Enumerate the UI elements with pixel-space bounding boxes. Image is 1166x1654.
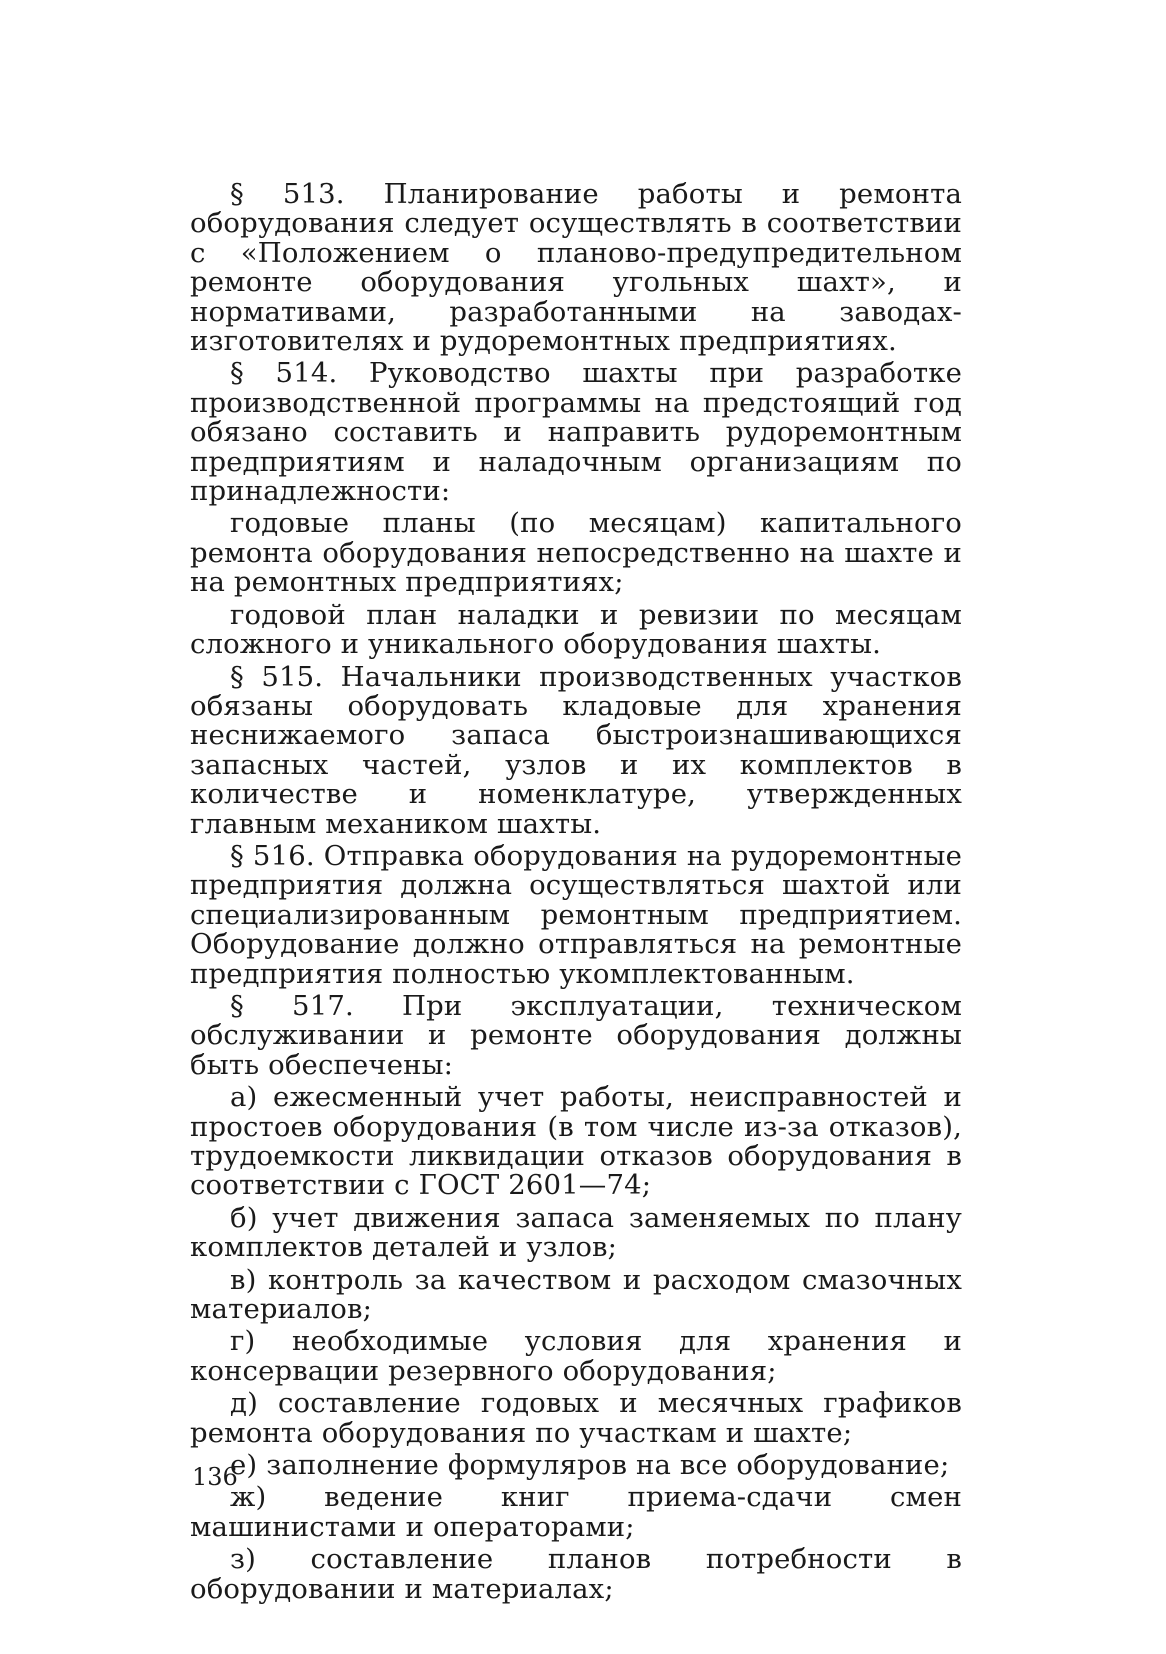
paragraph-515: § 515. Начальники производственных участков обязаны оборудовать кладовые для хранения неснижаемого запаса быстроизнашивающихся запасных частей, узлов и их комплектов в количестве и номенклатуре, утвержденных главным механиком шахты. (190, 660, 962, 840)
list-item-a: а) ежесменный учет работы, неисправностей и простоев оборудования (в том числе из-за отказов), трудоемкости ликвидации отказов оборудования в соответствии с ГОСТ 2601—74; (190, 1081, 962, 1202)
page-text (190, 180, 962, 1607)
list-item-v: в) контроль за качеством и расходом смазочных материалов; (190, 1263, 962, 1326)
list-item-zh: ж) ведение книг приема-сдачи смен машинистами и операторами; (190, 1481, 962, 1543)
paragraph-514-adjustment-plan: годовой план наладки и ревизии по месяцам сложного и уникального оборудования шахты. (190, 598, 962, 661)
paragraph-517: § 517. При эксплуатации, техническом обслуживании и ремонте оборудования должны быть обеспечены: (190, 989, 962, 1081)
list-item-g: г) необходимые условия для хранения и консервации резервного оборудования; (190, 1325, 962, 1387)
paragraph-516: § 516. Отправка оборудования на рудоремонтные предприятия должна осуществляться шахтой или специализированным ремонтным предприятием. Оборудование должно отправляться на ремонтные предприятия полностью укомплектованным. (190, 839, 962, 990)
page-number: 136 (192, 1463, 238, 1491)
list-item-d: д) составление годовых и месячных графиков ремонта оборудования по участкам и шахте; (190, 1387, 962, 1449)
paragraph-514: § 514. Руководство шахты при разработке производственной программы на предстоящий год обязано составить и направить рудоремонтным предприятиям и наладочным организациям по принадлежности: (190, 357, 962, 508)
list-item-z: з) составление планов потребности в оборудовании и материалах; (190, 1543, 962, 1605)
paragraph-513: § 513. Планирование работы и ремонта оборудования следует осуществлять в соответствии с «Положением о планово-предупредительном ремонте оборудования угольных шахт», и нормативами, разработанными на заводах-изготовителях и рудоремонтных предприятиях. (190, 178, 962, 358)
paragraph-514-annual-repair-plans: годовые планы (по месяцам) капитального ремонта оборудования непосредственно на шахте и на ремонтных предприятиях; (190, 507, 962, 599)
list-item-e: е) заполнение формуляров на все оборудование; (230, 1449, 950, 1482)
list-item-b: б) учет движения запаса заменяемых по плану комплектов деталей и узлов; (190, 1201, 962, 1264)
